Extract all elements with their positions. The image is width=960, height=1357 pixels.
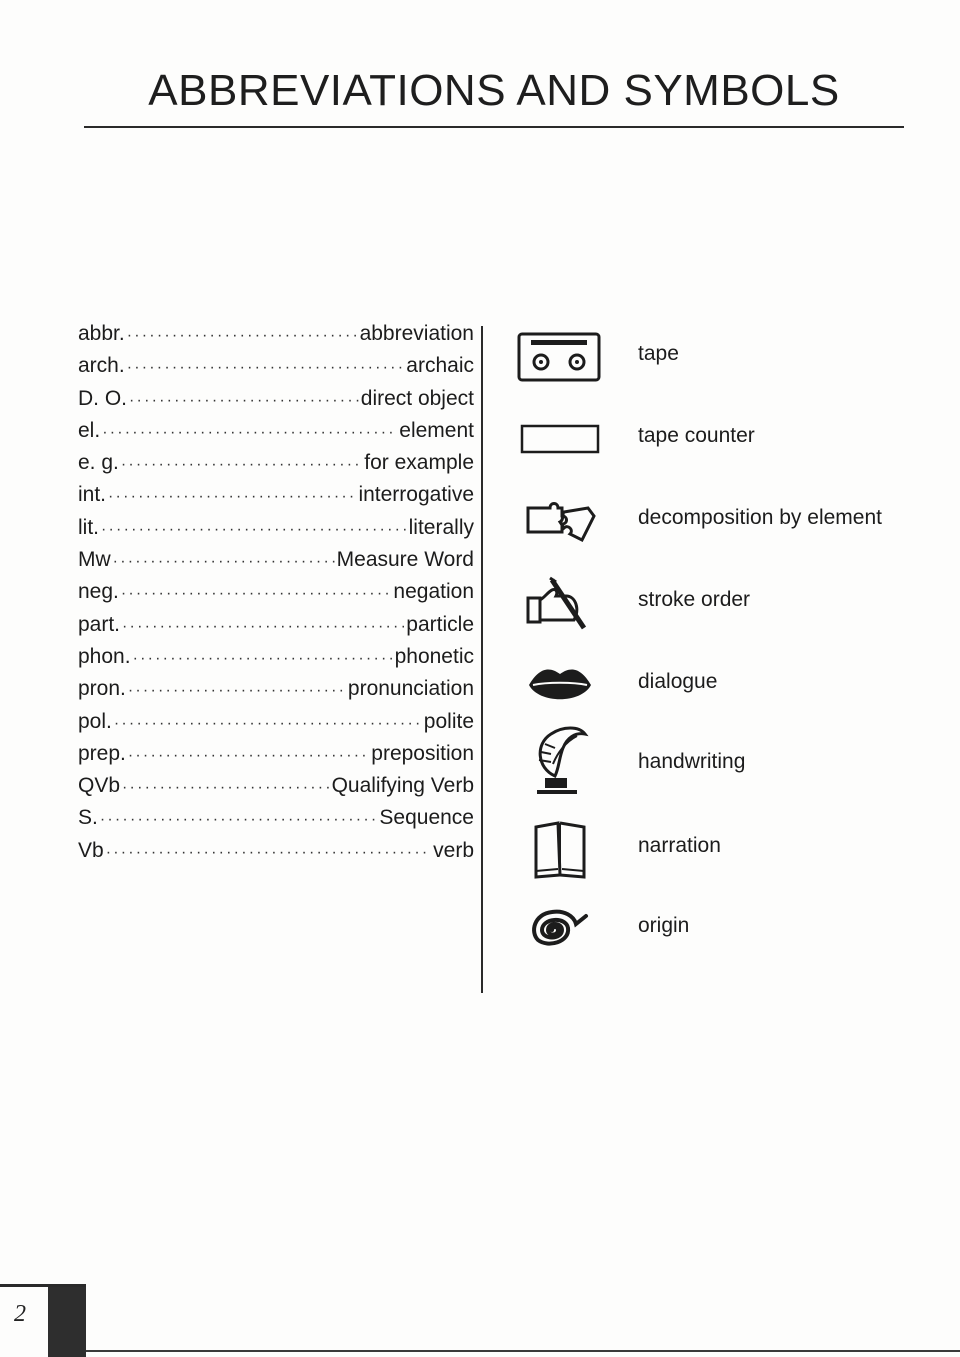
abbreviation-row (78, 839, 474, 871)
abbreviation-term: QVb (78, 774, 121, 798)
tape-counter-icon (510, 404, 610, 474)
abbreviation-term: e. g. (78, 451, 119, 475)
abbreviation-meaning: polite (423, 709, 474, 733)
puzzle-pieces-icon (510, 486, 610, 556)
abbreviation-row (78, 806, 474, 838)
leader-dots (100, 811, 378, 829)
leader-dots (102, 424, 397, 442)
leader-dots (122, 779, 330, 797)
abbreviation-term: phon. (78, 644, 131, 668)
abbreviation-row (78, 645, 474, 677)
title-rule (84, 126, 904, 128)
abbreviation-term: abbr. (78, 322, 125, 345)
page-tab (48, 1287, 86, 1357)
abbreviation-meaning: phonetic (394, 644, 474, 668)
symbol-row (510, 814, 930, 896)
leader-dots (121, 585, 392, 603)
leader-dots (101, 521, 407, 539)
abbreviation-row (78, 387, 474, 419)
abbreviation-row (78, 677, 474, 709)
abbreviation-meaning: Qualifying Verb (331, 774, 474, 798)
leader-dots (127, 359, 405, 377)
abbreviation-row (78, 548, 474, 580)
symbol-label: narration (638, 834, 721, 857)
symbol-label: dialogue (638, 670, 718, 693)
page-title: ABBREVIATIONS AND SYMBOLS (148, 66, 840, 115)
abbreviation-term: pol. (78, 709, 112, 733)
page-number: 2 (14, 1301, 26, 1327)
symbol-label: tape counter (638, 424, 755, 447)
abbreviation-term: neg. (78, 580, 119, 604)
symbol-row (510, 486, 930, 568)
abbreviation-list (78, 322, 474, 871)
quill-inkwell-icon (510, 722, 610, 802)
abbreviation-row (78, 580, 474, 612)
abbreviation-row (78, 710, 474, 742)
leader-dots (128, 747, 369, 765)
column-divider (481, 326, 483, 993)
abbreviation-term: Mw (78, 548, 111, 572)
abbreviation-row (78, 742, 474, 774)
abbreviation-meaning: preposition (371, 741, 474, 765)
spiral-icon (510, 894, 610, 964)
page-number-box (0, 1284, 86, 1357)
symbol-label: stroke order (638, 588, 751, 611)
abbreviation-row (78, 451, 474, 483)
leader-dots (127, 327, 358, 345)
symbol-row (510, 404, 930, 486)
abbreviation-row (78, 322, 474, 354)
symbol-row (510, 568, 930, 650)
abbreviation-meaning: for example (364, 451, 474, 475)
symbol-row (510, 322, 930, 404)
leader-dots (113, 553, 335, 571)
leader-dots (108, 488, 356, 506)
abbreviation-row (78, 613, 474, 645)
leader-dots (128, 682, 346, 700)
abbreviation-term: part. (78, 612, 121, 636)
open-book-icon (510, 814, 610, 884)
symbol-row (510, 650, 930, 732)
symbol-label: handwriting (638, 750, 746, 773)
abbreviation-meaning: verb (433, 838, 474, 862)
abbreviation-term: pron. (78, 677, 126, 701)
abbreviation-term: Vb (78, 838, 104, 862)
hand-writing-brush-icon (510, 568, 610, 638)
symbol-label: decomposition by element (638, 506, 882, 529)
abbreviation-row (78, 516, 474, 548)
leader-dots (121, 456, 362, 474)
symbol-row (510, 722, 930, 804)
abbreviation-term: el. (78, 418, 101, 442)
abbreviation-meaning: particle (406, 612, 474, 636)
abbreviation-term: int. (78, 483, 107, 507)
abbreviation-term: lit. (78, 515, 99, 539)
abbreviation-term: prep. (78, 741, 126, 765)
abbreviation-meaning: direct object (360, 386, 474, 410)
bottom-rule (86, 1350, 960, 1352)
abbreviation-meaning: abbreviation (359, 322, 474, 345)
abbreviation-meaning: Sequence (379, 806, 474, 830)
abbreviation-row (78, 419, 474, 451)
abbreviation-row (78, 774, 474, 806)
abbreviation-term: arch. (78, 354, 125, 378)
abbreviation-meaning: literally (408, 515, 474, 539)
symbol-label: tape (638, 342, 679, 365)
leader-dots (122, 618, 404, 636)
lips-icon (510, 650, 610, 720)
abbreviation-meaning: pronunciation (347, 677, 474, 701)
abbreviation-meaning: Measure Word (336, 548, 474, 572)
abbreviation-meaning: negation (393, 580, 474, 604)
abbreviation-term: S. (78, 806, 98, 830)
leader-dots (114, 715, 422, 733)
symbol-label: origin (638, 914, 690, 937)
symbol-row (510, 894, 930, 976)
abbreviation-meaning: archaic (406, 354, 474, 378)
leader-dots (129, 392, 359, 410)
leader-dots (106, 844, 431, 862)
abbreviation-meaning: interrogative (358, 483, 474, 507)
abbreviation-row (78, 483, 474, 515)
abbreviation-term: D. O. (78, 386, 128, 410)
abbreviation-row (78, 354, 474, 386)
abbreviation-meaning: element (399, 418, 474, 442)
cassette-tape-icon (510, 322, 610, 392)
leader-dots (133, 650, 393, 668)
